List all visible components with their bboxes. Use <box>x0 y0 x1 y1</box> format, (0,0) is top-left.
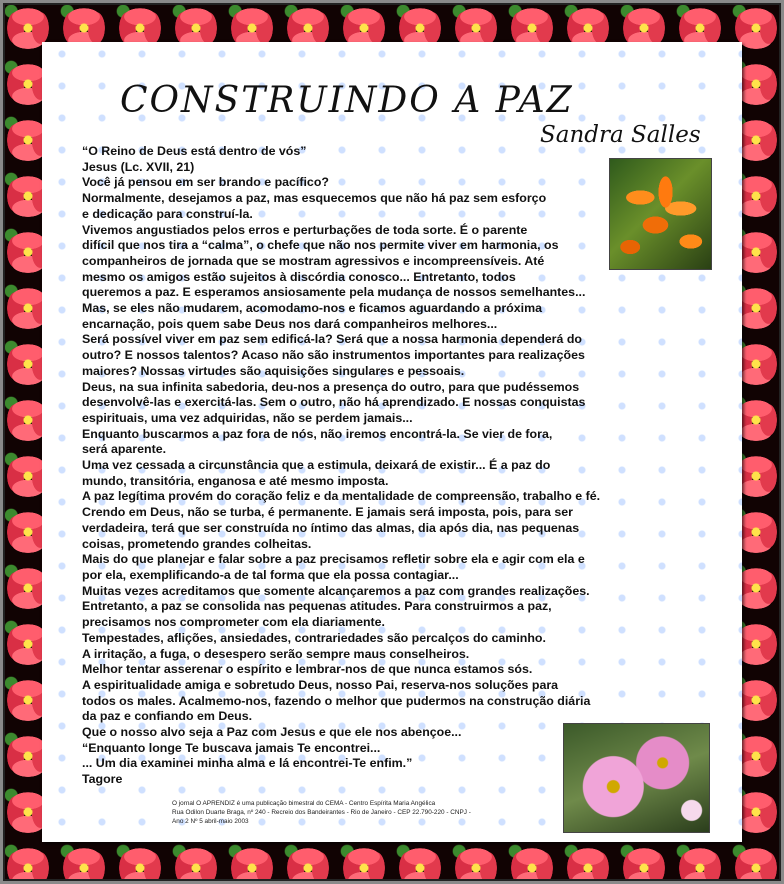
body-text-line: Mais do que planejar e falar sobre a paz precisamos refletir sobre ela e agir com ela e <box>82 552 585 567</box>
body-text-line: e dedicação para construí-la. <box>82 206 253 221</box>
footer-text-line: Ano 2 Nº 5 abril-maio 2003 <box>172 818 249 825</box>
body-text-line: Normalmente, desejamos a paz, mas esquecemos que não há paz sem esforço <box>82 191 547 206</box>
footer-text-line: Rua Odilon Duarte Braga, nº 240 - Recreio dos Bandeirantes - Rio de Janeiro - CEP 22.790-220 - CNPJ - <box>172 809 471 816</box>
body-text-line: Jesus (Lc. XVII, 21) <box>82 159 195 174</box>
body-text-line: Será possível viver em paz sem edificá-la? Será que a nossa harmonia dependerá do <box>82 332 582 347</box>
body-text-line: Mas, se eles não mudarem, acomodamo-nos e ficamos aguardando a próxima <box>82 301 542 316</box>
publication-footer <box>172 799 552 826</box>
body-text-line: Crendo em Deus, não se turba, é permanente. E jamais será imposta, pois, para ser <box>82 505 573 520</box>
body-text-line: Você já pensou em ser brando e pacífico? <box>82 175 329 190</box>
body-text-line: Uma vez cessada a circunstância que a estimula, deixará de existir... É a paz do <box>82 458 551 473</box>
body-text-line: Vivemos angustiados pelos erros e perturbações de toda sorte. É o parente <box>82 222 528 237</box>
body-text-line: Melhor tentar asserenar o espírito e lembrar-nos de que nunca estamos sós. <box>82 662 533 677</box>
body-text-line: coisas, prometendo grandes colheitas. <box>82 536 312 551</box>
body-text-line: companheiros de jornada que se mostram agressivos e incompreensíveis. Até <box>82 253 545 268</box>
body-text-line: da paz e confiando em Deus. <box>82 709 253 724</box>
body-text-line: difícil que nos tira a “calma”, o chefe que não nos permite viver em harmonia, os <box>82 238 559 253</box>
body-text-line: Tempestades, aflições, ansiedades, contrariedades são percalços do caminho. <box>82 630 546 645</box>
body-text-line: “Enquanto longe Te buscava jamais Te encontrei... <box>82 740 381 755</box>
body-text-line: será aparente. <box>82 442 167 457</box>
body-text-line: encarnação, pois quem sabe Deus nos dará companheiros melhores... <box>82 316 498 331</box>
body-text-line: queremos a paz. E esperamos ansiosamente pela mudança de nossos semelhantes... <box>82 285 586 300</box>
body-text-line: Entretanto, a paz se consolida nas pequenas atitudes. Para construirmos a paz, <box>82 599 552 614</box>
body-text-line: Enquanto buscarmos a paz fora de nós, não iremos encontrá-la. Se vier de fora, <box>82 426 553 441</box>
author-name: Sandra Salles <box>540 122 701 148</box>
body-text-line: ... Um dia examinei minha alma e lá encontrei-Te enfim.” <box>82 756 413 771</box>
body-text-line: “O Reino de Deus está dentro de vós” <box>82 144 307 158</box>
body-text-line: Deus, na sua infinita sabedoria, deu-nos a presença do outro, para que pudéssemos <box>82 379 580 394</box>
page-title: CONSTRUINDO A PAZ <box>120 80 574 121</box>
body-text-line: Tagore <box>82 772 123 787</box>
body-text-line: mesmo os amigos estão sujeitos à discórdia conosco... Entretanto, todos <box>82 269 516 284</box>
body-text-line: Que o nosso alvo seja a Paz com Jesus e que ele nos abençoe... <box>82 725 462 740</box>
body-text-line: precisamos nos comprometer com ela diariamente. <box>82 615 385 630</box>
body-text-line: espirituais, uma vez adquiridas, não se perdem jamais... <box>82 410 413 425</box>
body-text-line: A paz legítima provém do coração feliz e da mentalidade de compreensão, trabalho e fé. <box>82 489 601 504</box>
body-text-line: maiores? Nossas virtudes são aquisições singulares e pessoais. <box>82 363 465 378</box>
body-text-line: desenvolvê-las e exercitá-las. Sem o outro, não há aprendizado. E nossas conquistas <box>82 395 586 410</box>
body-text-line: mundo, transitória, enganosa e até mesmo imposta. <box>82 473 389 488</box>
article-body <box>82 144 672 788</box>
body-text-line: A espiritualidade amiga e sobretudo Deus, nosso Pai, reserva-nos soluções para <box>82 677 559 692</box>
body-text-line: todos os males. Acalmemo-nos, fazendo o melhor que pudermos na construção diária <box>82 693 591 708</box>
pink-daisy-photo <box>563 723 710 833</box>
body-text-line: Muitas vezes acreditamos que somente alcançaremos a paz com grandes realizações. <box>82 583 590 598</box>
body-text-line: verdadeira, terá que ser construída no íntimo das almas, dia após dia, nas pequenas <box>82 520 580 535</box>
footer-text-line: O jornal O APRENDIZ é uma publicação bimestral do CEMA - Centro Espírita Maria Angélica <box>172 800 436 807</box>
body-text-line: por ela, exemplificando-a de tal forma que ela possa contagiar... <box>82 567 459 582</box>
body-text-line: A irritação, a fuga, o desespero serão sempre maus conselheiros. <box>82 646 470 661</box>
body-text-line: outro? E nossos talentos? Acaso não são instrumentos importantes para realizações <box>82 348 585 363</box>
